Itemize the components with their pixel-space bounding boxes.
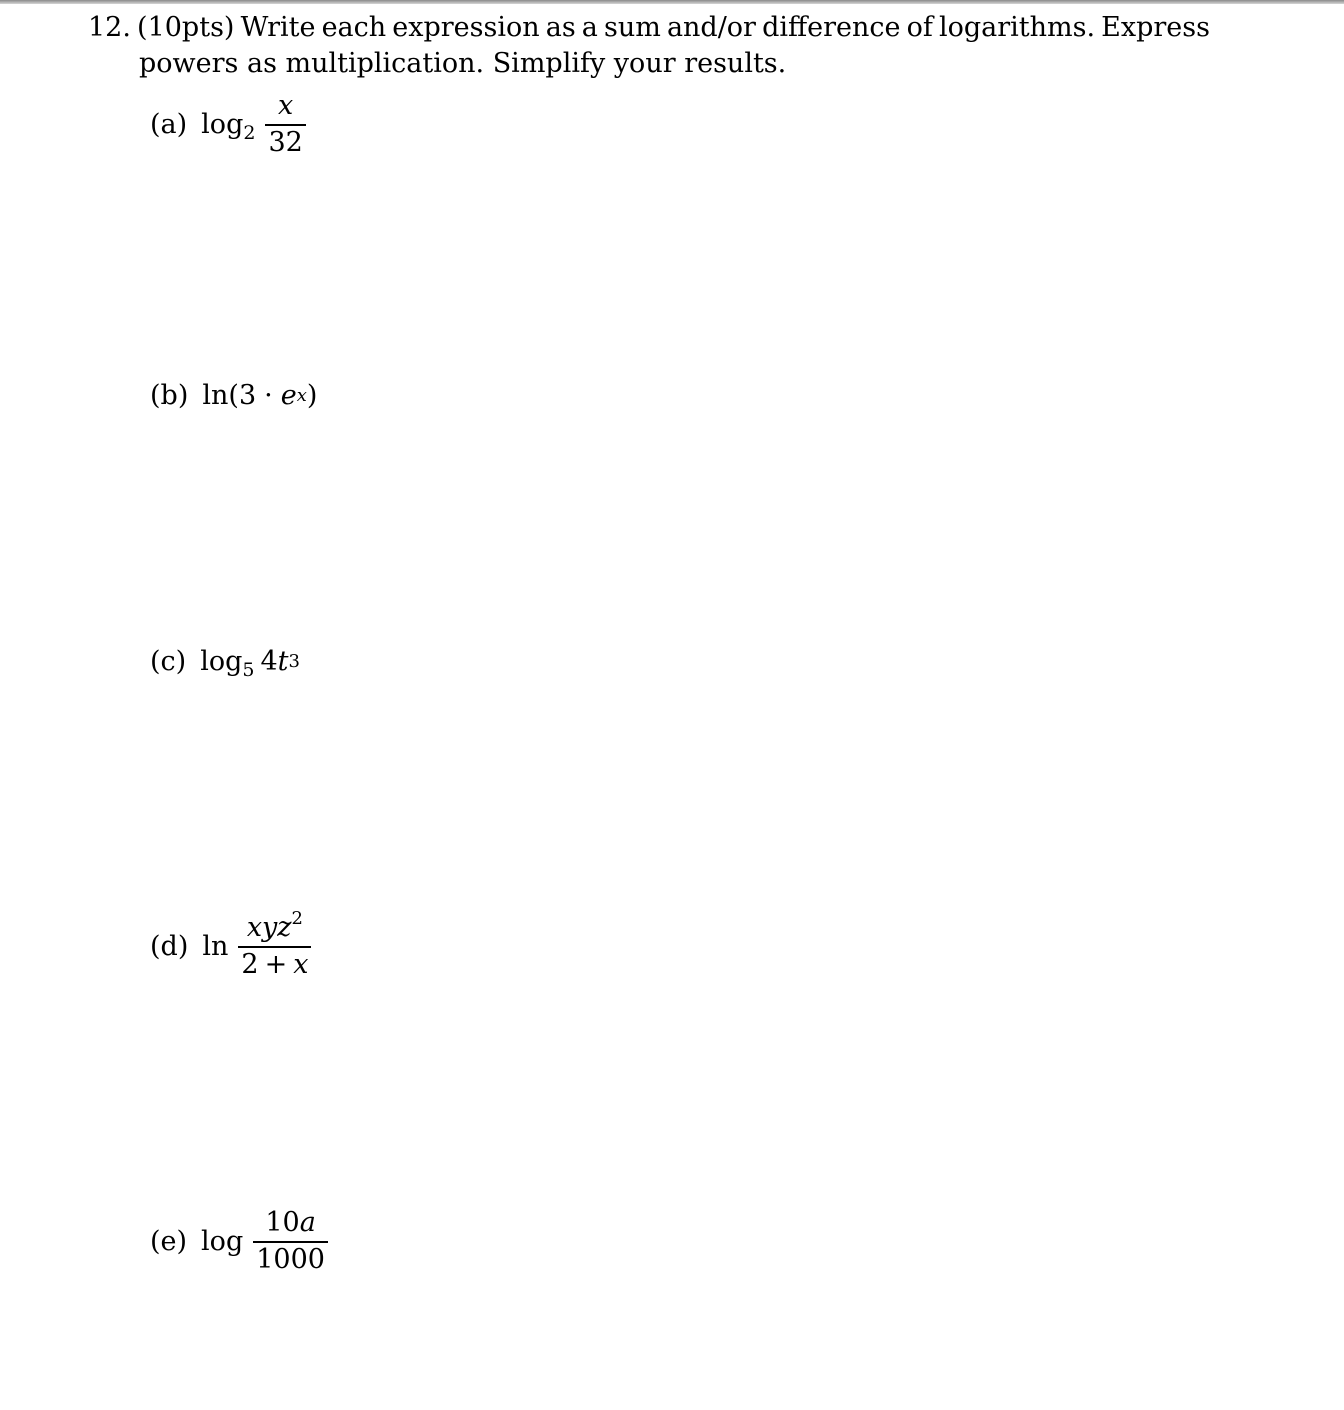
euler-e: e: [280, 380, 297, 411]
page-top-rule: [0, 0, 1344, 4]
ln-function: ln: [202, 380, 229, 411]
instruction-word: sum: [603, 12, 661, 43]
instruction-word: as: [545, 12, 576, 43]
log-function: [201, 108, 256, 144]
log-name: log: [201, 108, 244, 140]
instruction-word: expression: [392, 12, 540, 43]
part-c-label: (c): [150, 646, 187, 677]
part-e: [150, 1207, 328, 1275]
part-a: [150, 90, 306, 158]
fraction-numerator: [244, 908, 306, 946]
part-a-label: (a): [150, 108, 188, 140]
close-paren: ): [306, 380, 318, 411]
log-base: 2: [243, 121, 256, 144]
numerator-variables: xyz: [246, 912, 292, 943]
part-b: (b) ln ( 3 · e x ): [150, 380, 318, 411]
log-function: log: [201, 1225, 244, 1257]
part-d-label: (d): [150, 930, 189, 962]
problem-number: 12.: [88, 12, 131, 43]
problem-line-2: powers as multiplication. Simplify your results.: [139, 48, 787, 79]
fraction-denominator: 32: [265, 124, 305, 158]
log-base: 5: [242, 659, 255, 681]
instruction-word: of: [906, 12, 933, 43]
instruction-word: each: [321, 12, 387, 43]
fraction-numerator: [262, 1207, 318, 1241]
problem-line-1: [88, 10, 1210, 46]
fraction: [265, 90, 305, 158]
coefficient: 4: [260, 646, 278, 677]
part-b-label: (b): [150, 380, 189, 411]
part-d: [150, 908, 311, 980]
numerator-constant: 10: [265, 1207, 300, 1238]
problem-statement: [88, 10, 1210, 82]
instruction-word: difference: [762, 12, 901, 43]
instruction-word: logarithms.: [938, 12, 1096, 43]
exponent: 2: [291, 908, 303, 929]
numerator-variable: a: [299, 1207, 316, 1238]
fraction-denominator: [238, 946, 311, 980]
fraction-denominator: 1000: [253, 1241, 328, 1275]
fraction-numerator: x: [278, 90, 294, 121]
instruction-word: Express: [1101, 12, 1210, 43]
log-function: [200, 646, 255, 681]
fraction: [238, 908, 311, 980]
fraction: [253, 1207, 328, 1275]
denominator-constant: 2: [241, 949, 259, 980]
open-paren: (: [228, 380, 239, 411]
plus-sign: +: [264, 949, 288, 980]
denominator-variable: x: [293, 949, 309, 980]
instruction-word: Write: [240, 12, 316, 43]
part-e-label: (e): [150, 1225, 188, 1257]
coefficient: 3: [238, 380, 257, 411]
instruction-word: and/or: [666, 12, 756, 43]
part-c: (c) $\log_5$ 4 t 3: [150, 646, 300, 681]
problem-points: (10pts): [137, 12, 235, 43]
variable-t: t: [277, 646, 289, 677]
instruction-word: a: [581, 12, 598, 43]
multiplication-dot: ·: [264, 380, 273, 411]
log-name: log: [200, 646, 243, 677]
ln-function: ln: [202, 930, 229, 962]
